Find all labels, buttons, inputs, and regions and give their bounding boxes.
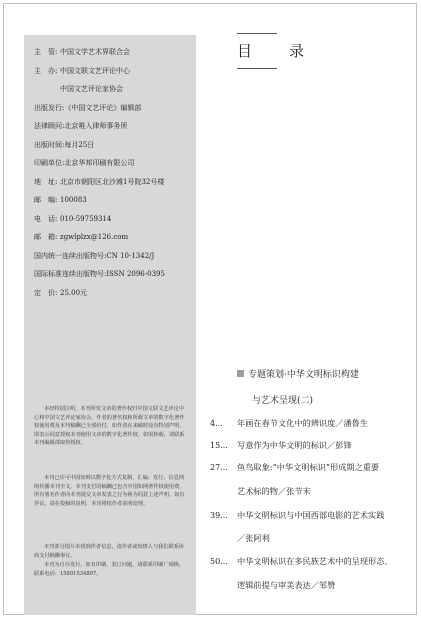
info-row-email: 邮 箱: zgwlplzx@126.com	[34, 233, 129, 241]
publication-info-panel	[24, 35, 196, 615]
toc-rule-top	[237, 33, 277, 34]
info-row-supervisor: 主 管: 中国文学艺术界联合会	[34, 48, 130, 56]
cnki-license-notice: 本刊已许可中国知网以数字化方式复制、汇编、发行、信息网络传播本刊全文。本刊支付的稿酬已包含中国知网著作权使用费，所有署名作者向本刊提交文章发表之行为视为同意上述声明。如有异议，请在投稿时说明，本刊将按作者说明处理。	[34, 475, 185, 507]
toc-entry[interactable]: 4... 年画在春节文化中的辨识度／潘鲁生	[210, 418, 369, 428]
info-row-publish-time: 出版时间:每月25日	[34, 141, 95, 149]
square-bullet-icon	[237, 370, 244, 377]
image-author-notice: 本刊部分图片未找到作者信息，请作者或知情人与我们联系协商支付稿酬事宜。	[34, 544, 185, 559]
info-row-postcode: 邮 编: 100083	[34, 196, 87, 204]
toc-entry[interactable]: 15... 写意作为中华文明的标识／彭锋	[210, 440, 352, 450]
info-row-sponsor: 主 办: 中国文联文艺评论中心	[34, 67, 130, 75]
toc-entry[interactable]: 39... 中华文明标识与中国西部电影的艺术实践	[210, 510, 385, 520]
copyright-notice: 本经特别注明，本刊所发文章的著作权归中国文联文艺评论中心和中国文艺评论家协会，作者的著名权和所载文章的数字化著作权使用费及本刊稿酬已全部给付。如作者在来稿时没有特别声明，即表示同意授权本刊使用文章的数字化著作权。如需转载，请联系本刊编辑部取得授权。	[34, 406, 185, 447]
toc-entry-continuation: ／张阿利	[237, 533, 270, 543]
info-row-legal-counsel: 法律顾问:北京唯入律师事务所	[34, 122, 128, 130]
info-row-printer: 印刷单位:北京华邦印刷有限公司	[34, 159, 135, 167]
feature-heading: 专题策划·中华文明标识构建	[237, 370, 359, 381]
toc-entry-continuation: 逻辑前提与审美表达／邹赞	[237, 580, 336, 590]
info-row-phone: 电 话: 010-59759314	[34, 215, 112, 223]
info-row-address: 地 址: 北京市朝阳区北沙滩1号院32号楼	[34, 178, 165, 186]
toc-rule-bottom	[237, 68, 277, 69]
info-row-cn-number: 国内统一连续出版物号:CN 10-1342/J	[34, 252, 155, 260]
toc-entry[interactable]: 27... 鱼鸟取象:“中华文明标识”形成期之重要	[210, 462, 380, 472]
toc-entry[interactable]: 50... 中华文明标识在多民族艺术中的呈现形态、	[210, 556, 393, 566]
info-row-price: 定 价: 25.00元	[34, 289, 88, 297]
distribution-notice: 本刊为自办发行。如有印刷、装订问题，请联系印刷厂调换，联系电话：15801534897。	[34, 562, 185, 577]
info-row-publisher: 出版发行:《中国文艺评论》编辑部	[34, 104, 142, 112]
feature-subheading: 与艺术呈现(二)	[252, 396, 314, 406]
toc-title: 目 录	[237, 42, 316, 60]
info-row-issn: 国际标准连续出版物号:ISSN 2096-0395	[34, 270, 165, 278]
toc-entry-continuation: 艺术标的物／张节末	[237, 486, 311, 496]
info-row-sponsor-2: 中国文艺评论家协会	[60, 85, 123, 93]
